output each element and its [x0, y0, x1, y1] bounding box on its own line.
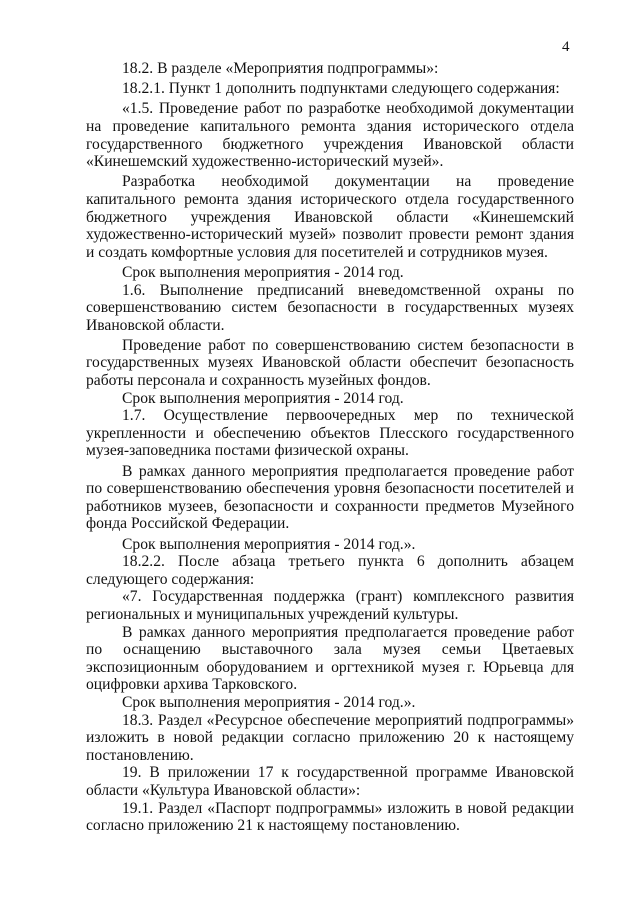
paragraph-19: 19. В приложении 17 к государственной программе Ивановской области «Культура Ивановской области»:	[86, 764, 574, 799]
paragraph-18-2-1: 18.2.1. Пункт 1 дополнить подпунктами следующего содержания:	[122, 80, 560, 98]
paragraph-18-3: 18.3. Раздел «Ресурсное обеспечение мероприятий подпрограммы» изложить в новой редакции согласно приложению 20 к настоящему постановлению.	[86, 711, 574, 764]
paragraph-1-7: 1.7. Осуществление первоочередных мер по технической укрепленности и обеспечению объектов Плесского государственного музея-заповедника постами физической охраны.	[86, 407, 574, 460]
paragraph-1-7-description: В рамках данного мероприятия предполагается проведение работ по совершенствованию обеспечения уровня безопасности посетителей и работников музеев, безопасности и сохранности предметов Музейного фонда Российской Федерации.	[86, 462, 574, 533]
paragraph-deadline: Срок выполнения мероприятия - 2014 год.	[122, 263, 404, 281]
paragraph-deadline: Срок выполнения мероприятия - 2014 год.».	[122, 693, 416, 711]
paragraph-18-2-2: 18.2.2. После абзаца третьего пункта 6 дополнить абзацем следующего содержания:	[86, 553, 574, 588]
paragraph-7-description: В рамках данного мероприятия предполагается проведение работ по оснащению выставочного зала музея семьи Цветаевых экспозиционным оборудованием и оргтехникой музея г. Юрьевца для оцифровки архива Тарковского.	[86, 623, 574, 694]
paragraph-1-6-description: Проведение работ по совершенствованию систем безопасности в государственных музеях Ивановской области обеспечит безопасность работы персонала и сохранность музейных фондов.	[86, 336, 574, 390]
paragraph-deadline: Срок выполнения мероприятия - 2014 год.».	[122, 535, 416, 553]
paragraph-1-6: 1.6. Выполнение предписаний вневедомственной охраны по совершенствованию систем безопасности в государственных музеях Ивановской области.	[86, 281, 574, 334]
paragraph-7: «7. Государственная поддержка (грант) комплексного развития региональных и муниципальных учреждений культуры.	[86, 588, 574, 623]
paragraph-19-1: 19.1. Раздел «Паспорт подпрограммы» изложить в новой редакции согласно приложению 21 к настоящему постановлению.	[86, 799, 574, 835]
paragraph-1-5: «1.5. Проведение работ по разработке необходимой документации на проведение капитального ремонта здания исторического отдела государственного бюджетного учреждения Ивановской области «Кинешемский художественно-исторический музей».	[86, 100, 574, 171]
paragraph-1-5-description: Разработка необходимой документации на проведение капитального ремонта здания исторического отдела государственного бюджетного учреждения Ивановской области «Кинешемский художественно-исторический музей» позволит провести ремонт здания и создать комфортные условия для посетителей и сотрудников музея.	[86, 173, 574, 261]
document-body	[86, 60, 574, 835]
paragraph-deadline: Срок выполнения мероприятия - 2014 год.	[122, 389, 404, 407]
page-number: 4	[562, 39, 570, 55]
paragraph-18-2: 18.2. В разделе «Мероприятия подпрограммы»:	[122, 60, 439, 77]
